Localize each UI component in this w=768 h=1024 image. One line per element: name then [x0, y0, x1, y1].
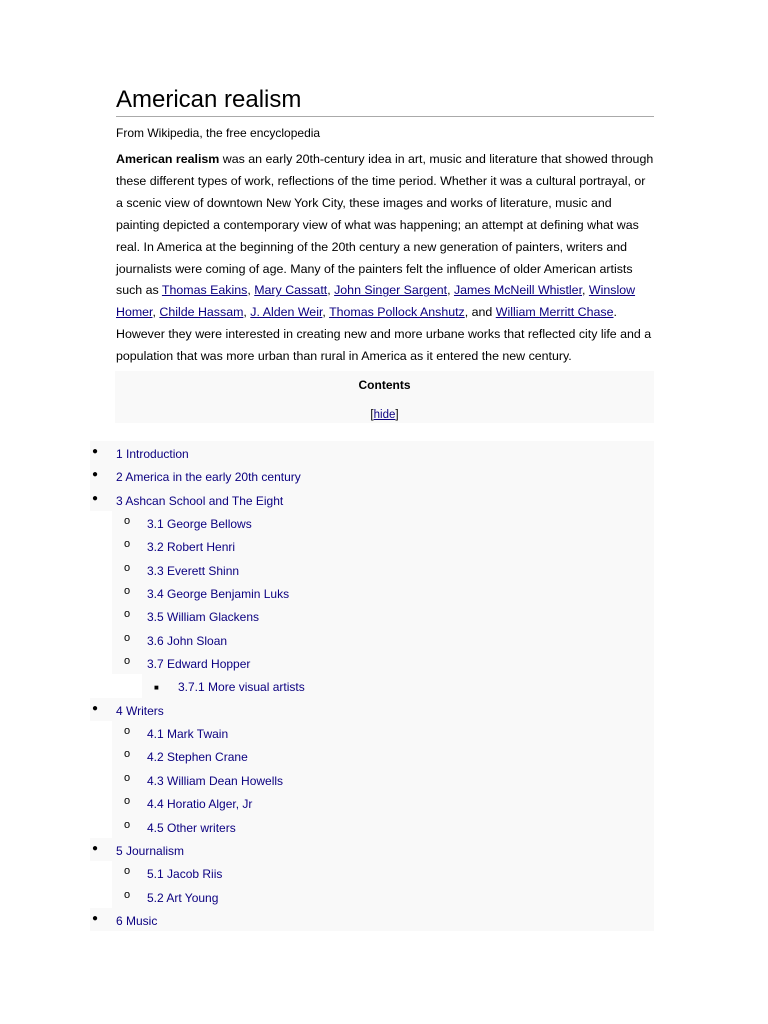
toc-item[interactable] — [90, 488, 654, 511]
toc-item-link[interactable]: 3.3 Everett Shinn — [147, 563, 240, 578]
toc-item-link[interactable]: 4.1 Mark Twain — [147, 727, 229, 742]
bullet-circle-icon: o — [124, 795, 131, 808]
toc-item-link[interactable]: 4.2 Stephen Crane — [147, 750, 248, 765]
intro-bold-term: American realism — [116, 152, 220, 166]
bullet-disc-icon: ● — [92, 912, 99, 924]
bullet-circle-icon: o — [124, 748, 131, 761]
toc-item-link[interactable]: 4 Writers — [116, 703, 164, 718]
toc-item[interactable] — [90, 674, 654, 697]
separator: , — [322, 305, 330, 320]
bullet-circle-icon: o — [124, 515, 131, 528]
toc-item-link[interactable]: 1 Introduction — [116, 447, 189, 461]
toc-item[interactable] — [90, 885, 654, 908]
bullet-disc-icon: ● — [92, 702, 99, 714]
toc-item[interactable] — [90, 698, 654, 721]
toc-item-link[interactable]: 3.6 John Sloan — [147, 633, 228, 648]
toc-hide-control — [115, 409, 654, 421]
link-william-merritt-chase[interactable]: William Merritt Chase — [495, 305, 614, 320]
toc-title: Contents — [358, 378, 411, 392]
toc-item-link[interactable]: 4.3 William Dean Howells — [147, 773, 284, 788]
toc-item[interactable] — [90, 744, 654, 767]
toc-item-link[interactable]: 3.7 Edward Hopper — [147, 657, 251, 672]
bullet-disc-icon: ● — [92, 842, 99, 854]
toc-item[interactable] — [90, 815, 654, 838]
article-body — [116, 86, 654, 368]
link-childe-hassam[interactable]: Childe Hassam — [159, 305, 244, 320]
toc-item-link[interactable]: 3.1 George Bellows — [147, 517, 252, 532]
toc-item-link[interactable]: 3.5 William Glackens — [147, 610, 260, 625]
toc-item[interactable] — [90, 861, 654, 884]
toc-item-link[interactable]: 3 Ashcan School and The Eight — [116, 493, 284, 508]
intro-paragraph — [116, 149, 654, 368]
toc-item[interactable] — [90, 464, 654, 487]
link-mary-cassatt[interactable]: Mary Cassatt — [254, 283, 328, 298]
bullet-circle-icon: o — [124, 888, 131, 901]
toc-list — [90, 441, 654, 931]
toc-item-link[interactable]: 6 Music — [116, 913, 158, 928]
separator: , — [582, 283, 589, 298]
link-winslow-homer[interactable]: Winslow Homer — [116, 283, 636, 320]
toc-hide-link[interactable]: hide — [373, 409, 396, 421]
bullet-disc-icon: ● — [92, 492, 99, 504]
bullet-circle-icon: o — [124, 631, 131, 644]
bullet-circle-icon: o — [124, 608, 131, 621]
toc-item[interactable] — [90, 581, 654, 604]
toc-item[interactable] — [90, 441, 654, 464]
intro-text: was an early 20th-century idea in art, music and literature that showed through these different types of work, reflections of the time period. Whether it was a cultural portrayal, or a scenic view of downtown New York City, these images and works of literature, music and painting depicted a contemporary view of what was happening; an attempt at defining what was real. In America at the beginning of the 20th century a new generation of painters, writers and journalists were coming of age. Many of the painters felt the influence of older American artists such as — [116, 152, 654, 298]
bracket-close: ] — [395, 409, 399, 421]
link-thomas-pollock-anshutz[interactable]: Thomas Pollock Anshutz — [329, 305, 465, 320]
toc-item[interactable] — [90, 768, 654, 791]
bullet-circle-icon: o — [124, 655, 131, 668]
toc-item-link[interactable]: 5.1 Jacob Riis — [147, 867, 223, 882]
page-title: American realism — [116, 86, 654, 117]
toc-item-link[interactable]: 3.4 George Benjamin Luks — [147, 587, 290, 602]
toc-item[interactable] — [90, 511, 654, 534]
link-j-alden-weir[interactable]: J. Alden Weir — [250, 305, 323, 320]
bullet-disc-icon: ● — [92, 446, 99, 457]
bullet-circle-icon: o — [124, 561, 131, 574]
link-thomas-eakins[interactable]: Thomas Eakins — [161, 283, 248, 298]
toc-item-link[interactable]: 2 America in the early 20th century — [116, 470, 301, 485]
bullet-circle-icon: o — [124, 818, 131, 831]
toc-item[interactable] — [90, 791, 654, 814]
separator: , — [447, 283, 454, 298]
toc-item[interactable] — [90, 534, 654, 557]
toc-item-link[interactable]: 4.4 Horatio Alger, Jr — [147, 797, 253, 812]
separator: , — [247, 283, 255, 298]
bullet-circle-icon: o — [124, 865, 131, 878]
toc-item[interactable] — [90, 838, 654, 861]
separator: , and — [464, 305, 496, 320]
toc-header — [115, 371, 654, 423]
bullet-circle-icon: o — [124, 771, 131, 784]
bullet-circle-icon: o — [124, 725, 131, 738]
tagline: From Wikipedia, the free encyclopedia — [116, 126, 321, 140]
link-john-singer-sargent[interactable]: John Singer Sargent — [334, 283, 448, 298]
toc-item[interactable] — [90, 651, 654, 674]
bullet-circle-icon: o — [124, 585, 131, 598]
toc-item[interactable] — [90, 721, 654, 744]
toc-item[interactable] — [90, 908, 654, 931]
toc-item[interactable] — [90, 628, 654, 651]
separator: , — [327, 283, 335, 298]
bullet-circle-icon: o — [124, 538, 131, 551]
toc-item-link[interactable]: 5.2 Art Young — [147, 890, 219, 905]
separator: , — [243, 305, 251, 320]
toc-item-link[interactable]: 5 Journalism — [116, 843, 185, 858]
intro-text-end: . However they were interested in creating new and more urbane works that reflected city life and a population that was more urban than rural in America as it entered the new century. — [116, 305, 652, 364]
bullet-disc-icon: ● — [92, 469, 99, 481]
toc-item-link[interactable]: 3.7.1 More visual artists — [178, 680, 305, 695]
separator: , — [152, 305, 160, 320]
toc-item-link[interactable]: 4.5 Other writers — [147, 820, 236, 835]
bracket-open: [ — [370, 409, 374, 421]
toc-item-link[interactable]: 3.2 Robert Henri — [147, 540, 236, 555]
link-james-mcneill-whistler[interactable]: James McNeill Whistler — [453, 283, 583, 298]
toc-item[interactable] — [90, 604, 654, 627]
toc-item[interactable] — [90, 558, 654, 581]
bullet-square-icon: ■ — [154, 683, 159, 693]
